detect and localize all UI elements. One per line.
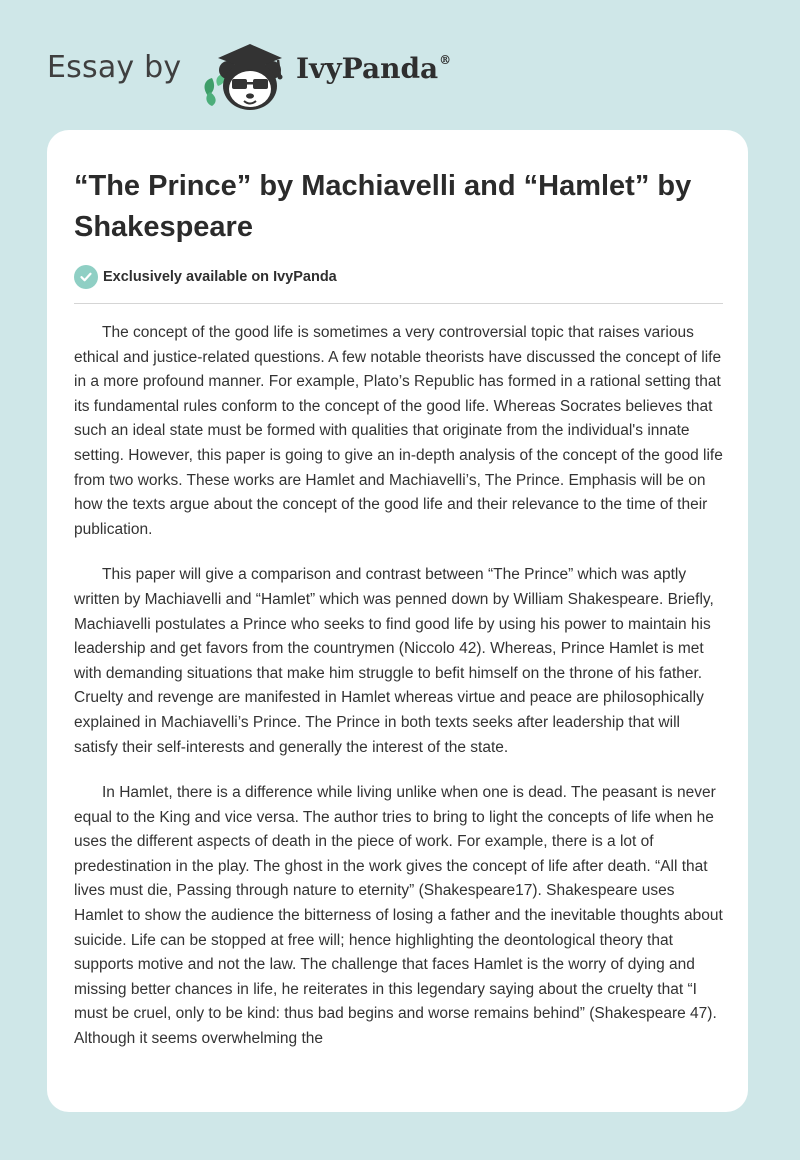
check-mark-icon — [79, 270, 93, 284]
panda-graduate-icon[interactable] — [198, 34, 294, 112]
exclusive-notice — [74, 264, 337, 290]
brand-name-text: IvyPanda — [296, 52, 439, 85]
check-circle-icon — [74, 265, 98, 289]
registered-mark: ® — [439, 53, 452, 67]
divider — [74, 303, 723, 304]
site-header — [0, 0, 800, 128]
exclusive-label: Exclusively available on IvyPanda — [103, 269, 337, 285]
essay-card — [47, 130, 748, 1112]
essay-paragraph: The concept of the good life is sometimes a very controversial topic that raises various ethical and justice-related questions. A few notable theorists have discussed the concept of life in a more profound manner. For example, Plato’s Republic has formed in a rational setting that its fundamental rules conform to the concept of the good life. Whereas Socrates believes that such an ideal state must be formed with qualities that originate from the individual's innate setting. However, this paper is going to give an in-depth analysis of the concept of the good life from two works. These works are Hamlet and Machiavelli’s, The Prince. Emphasis will be on how the texts argue about the concept of the good life and their relevance to the time of their publication. — [74, 324, 723, 538]
brand-name[interactable] — [296, 52, 451, 85]
essay-paragraph: This paper will give a comparison and contrast between “The Prince” which was aptly written by Machiavelli and “Hamlet” which was penned down by William Shakespeare. Briefly, Machiavelli postulates a Prince who seeks to find good life by using his power to maintain his leadership and get favors from the countrymen (Niccolo 42). Whereas, Prince Hamlet is met with demanding situations that make him struggle to befit himself on the throne of his father. Cruelty and revenge are manifested in Hamlet whereas virtue and peace are philosophically explained in Machiavelli’s Prince. The Prince in both texts seeks after leadership that will satisfy their self-interests and generally the interest of the state. — [74, 566, 714, 756]
essay-title: “The Prince” by Machiavelli and “Hamlet” by Shakespeare — [74, 170, 692, 243]
essay-paragraph: In Hamlet, there is a difference while living unlike when one is dead. The peasant is never equal to the King and vice versa. The author tries to bring to light the concepts of life when he uses the different aspects of death in the piece of work. For example, there is a lot of predestination in the play. The ghost in the work gives the concept of life after death. “All that lives must die, Passing through nature to eternity” (Shakespeare17). Shakespeare uses Hamlet to show the audience the bitterness of losing a father and the inevitable thoughts about suicide. Life can be stopped at free will; hence highlighting the deontological theory that supports motive and not the law. The challenge that faces Hamlet is the worry of dying and missing better chances in life, he reiterates in this legendary saying about the cruelty that “I must be cruel, only to be kind: thus bad begins and worse remains behind” (Shakespeare 47). Although it seems overwhelming the — [74, 784, 723, 1048]
brand-prefix: Essay by — [47, 50, 182, 85]
essay-body — [74, 321, 724, 1073]
